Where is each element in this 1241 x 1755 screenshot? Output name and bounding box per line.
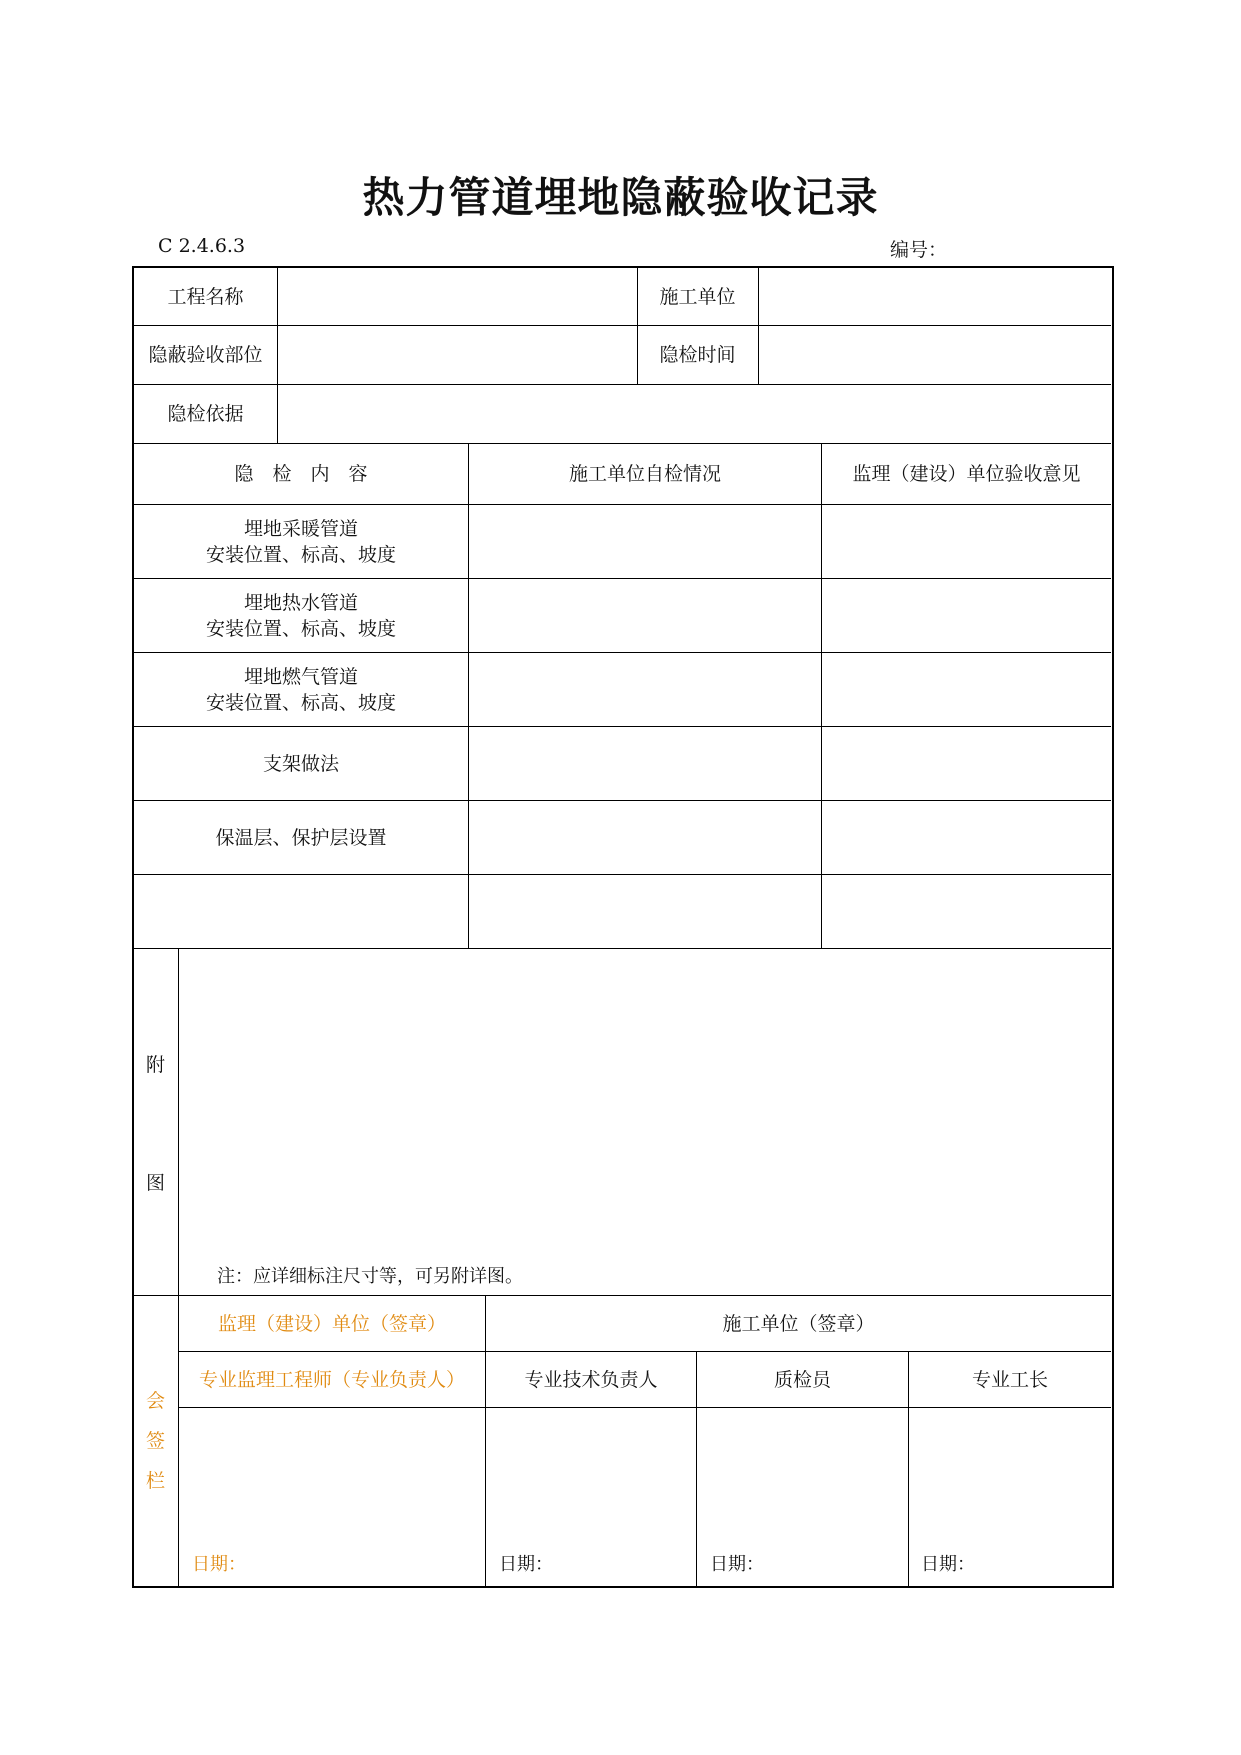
self-check-field[interactable]: [469, 801, 821, 874]
col-content-header: 隐 检 内 容: [234, 463, 368, 485]
attachment-drawing-area[interactable]: [179, 949, 1111, 1249]
supervisor-opinion-field[interactable]: [822, 653, 1111, 726]
foreman-label: 专业工长: [971, 1368, 1048, 1391]
supervisor-opinion-field[interactable]: [822, 801, 1111, 874]
inspect-item: 支架做法: [262, 752, 339, 775]
contractor-label: 施工单位: [659, 285, 736, 308]
supervisor-opinion-field[interactable]: [822, 727, 1111, 800]
signoff-char-1: 会: [146, 1390, 166, 1412]
form-table: [132, 266, 1114, 1588]
basis-field[interactable]: [278, 385, 1111, 443]
inspect-item: 保温层、保护层设置: [215, 826, 387, 849]
self-check-field[interactable]: [469, 875, 821, 948]
basis-label: 隐检依据: [167, 403, 244, 425]
inspect-item: 埋地热水管道 安装位置、标高、坡度: [205, 591, 396, 640]
supervisor-opinion-field[interactable]: [822, 875, 1111, 948]
self-check-field[interactable]: [469, 727, 821, 800]
supervisor-opinion-field[interactable]: [822, 579, 1111, 652]
attachment-char-1: 附: [146, 1054, 166, 1076]
contractor-field[interactable]: [759, 268, 1111, 325]
attachment-char-2: 图: [146, 1172, 166, 1194]
supervisor-engineer-label: 专业监理工程师（专业负责人）: [198, 1368, 465, 1391]
page-title: 热力管道埋地隐蔽验收记录: [362, 173, 879, 222]
col-supervisor-header: 监理（建设）单位验收意见: [852, 463, 1081, 485]
col-self-check-header: 施工单位自检情况: [568, 463, 721, 485]
foreman-date-label: 日期：: [921, 1554, 975, 1575]
supervisor-signature-area[interactable]: [179, 1408, 485, 1538]
inspect-item-blank[interactable]: [134, 875, 468, 948]
project-name-label: 工程名称: [167, 285, 244, 308]
contractor-unit-label: 施工单位（签章）: [722, 1312, 875, 1335]
tech-lead-date-label: 日期：: [499, 1554, 553, 1575]
inspect-item: 埋地燃气管道 安装位置、标高、坡度: [205, 665, 396, 714]
signoff-char-3: 栏: [146, 1470, 166, 1492]
supervisor-opinion-field[interactable]: [822, 505, 1111, 578]
inspector-signature-area[interactable]: [697, 1408, 908, 1538]
hidden-part-field[interactable]: [278, 326, 637, 384]
inspect-item: 埋地采暖管道 安装位置、标高、坡度: [205, 517, 396, 566]
foreman-signature-area[interactable]: [909, 1408, 1111, 1538]
form-code: C 2.4.6.3: [158, 235, 246, 257]
supervisor-date-label: 日期：: [192, 1554, 246, 1575]
tech-lead-signature-area[interactable]: [486, 1408, 696, 1538]
inspect-time-label: 隐检时间: [659, 344, 736, 366]
self-check-field[interactable]: [469, 653, 821, 726]
attachment-note: 注：应详细标注尺寸等，可另附详图。: [217, 1266, 523, 1287]
signoff-char-2: 签: [146, 1430, 166, 1452]
inspector-date-label: 日期：: [710, 1554, 764, 1575]
tech-lead-label: 专业技术负责人: [524, 1368, 658, 1391]
project-name-field[interactable]: [278, 268, 637, 325]
number-label: 编号：: [890, 239, 948, 261]
hidden-part-label: 隐蔽验收部位: [148, 344, 263, 366]
supervisor-unit-label: 监理（建设）单位（签章）: [217, 1312, 446, 1335]
self-check-field[interactable]: [469, 579, 821, 652]
inspector-label: 质检员: [773, 1368, 831, 1391]
inspect-time-field[interactable]: [759, 326, 1111, 384]
self-check-field[interactable]: [469, 505, 821, 578]
